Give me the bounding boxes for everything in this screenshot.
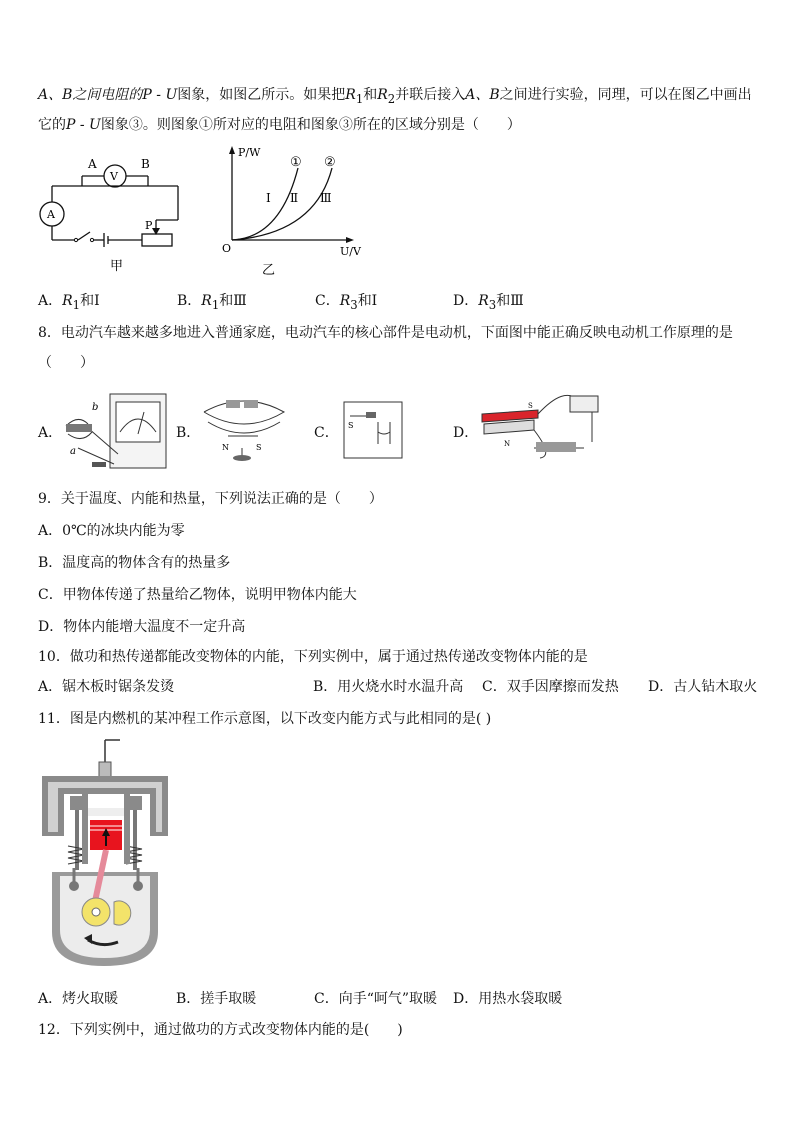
engine-stroke-diagram	[38, 736, 180, 972]
q11-stem: 11．图是内燃机的某冲程工作示意图，以下改变内能方式与此相同的是( )	[38, 711, 492, 727]
q10-option-c: C．双手因摩擦而发热	[482, 679, 619, 695]
q8-stem-line2: （ ）	[38, 355, 94, 371]
q10-option-b: B．用火烧水时水温升高	[313, 679, 464, 695]
q8-option-d-label: D．	[453, 425, 479, 441]
fig-jia-label-a: A	[88, 157, 97, 171]
circuit-figure-jia	[38, 148, 188, 276]
q8-figure-c-circuit	[338, 392, 410, 464]
q8-fig-d-label-n: N	[504, 440, 511, 448]
q11-option-b: B．搓手取暖	[176, 991, 257, 1007]
q8-fig-b-label-n: N	[222, 443, 229, 452]
q11-option-a: A．烤火取暖	[38, 991, 119, 1007]
q11-option-d: D．用热水袋取暖	[453, 991, 563, 1007]
graph-y-axis-label: P/W	[238, 146, 261, 159]
q8-stem-line1: 8．电动汽车越来越多地进入普通家庭，电动汽车的核心部件是电动机，下面图中能正确反映电动机工作原理的是	[38, 325, 733, 341]
q8-option-a-label: A．	[38, 425, 63, 441]
fig-jia-slider-label: P	[145, 219, 153, 232]
q8-fig-a-label-b: b	[92, 402, 99, 413]
q9-option-b: B．温度高的物体含有的热量多	[38, 555, 231, 571]
fig-jia-caption: 甲	[110, 259, 124, 274]
graph-x-axis-label: U/V	[340, 245, 361, 258]
fig-jia-ammeter-label: A	[47, 208, 55, 221]
fig-yi-caption: 乙	[262, 263, 276, 276]
q8-fig-b-label-s: S	[256, 443, 262, 452]
q8-option-b-label: B．	[176, 425, 201, 441]
q10-option-d: D．古人钻木取火	[648, 679, 758, 695]
graph-region1-label: Ⅰ	[266, 191, 271, 205]
q7-option-c: C．$R_3$和Ⅰ	[315, 293, 378, 312]
q9-stem: 9．关于温度、内能和热量，下列说法正确的是（ ）	[38, 491, 383, 507]
q8-option-c-label: C．	[314, 425, 339, 441]
fig-jia-voltmeter-label: V	[110, 170, 118, 183]
q8-fig-c-label-s: S	[348, 421, 354, 430]
q7-stem-line1: A、B之间电阻的P - U图象，如图乙所示。如果把$R_1$和$R_2$并联后接入A、B之间进行实验，同理，可以在图乙中画出	[38, 87, 752, 106]
q8-fig-a-label-a: a	[70, 446, 76, 457]
q8-figure-d-motor	[474, 386, 610, 472]
q9-option-c: C．甲物体传递了热量给乙物体，说明甲物体内能大	[38, 587, 357, 603]
q7-option-a: A．$R_1$和Ⅰ	[38, 293, 100, 312]
q9-option-a: A．0℃的冰块内能为零	[38, 523, 185, 539]
q10-stem: 10．做功和热传递都能改变物体的内能，下列实例中，属于通过热传递改变物体内能的是	[38, 649, 588, 665]
q8-figure-b-oersted	[198, 392, 290, 466]
q11-option-c: C．向手“呵气”取暖	[314, 991, 438, 1007]
graph-region3-label: Ⅲ	[320, 191, 332, 205]
q7-stem-line2: 它的P - U图象③。则图象①所对应的电阻和图象③所在的区域分别是（ ）	[38, 117, 521, 133]
q8-fig-d-label-s: S	[528, 402, 533, 410]
q7-option-d: D．$R_3$和Ⅲ	[453, 293, 524, 312]
graph-origin-label: O	[222, 242, 232, 255]
graph-region2-label: Ⅱ	[290, 191, 299, 205]
graph-curve2-label: ②	[324, 155, 336, 170]
pu-graph-figure-yi	[220, 142, 370, 276]
q8-figure-a-galvanometer	[58, 388, 170, 472]
graph-curve1-label: ①	[290, 155, 302, 170]
q10-option-a: A．锯木板时锯条发烫	[38, 679, 175, 695]
fig-jia-label-b: B	[141, 157, 150, 171]
q12-stem: 12．下列实例中，通过做功的方式改变物体内能的是( )	[38, 1022, 403, 1038]
q7-option-b: B．$R_1$和Ⅲ	[177, 293, 247, 312]
q9-option-d: D．物体内能增大温度不一定升高	[38, 619, 246, 635]
